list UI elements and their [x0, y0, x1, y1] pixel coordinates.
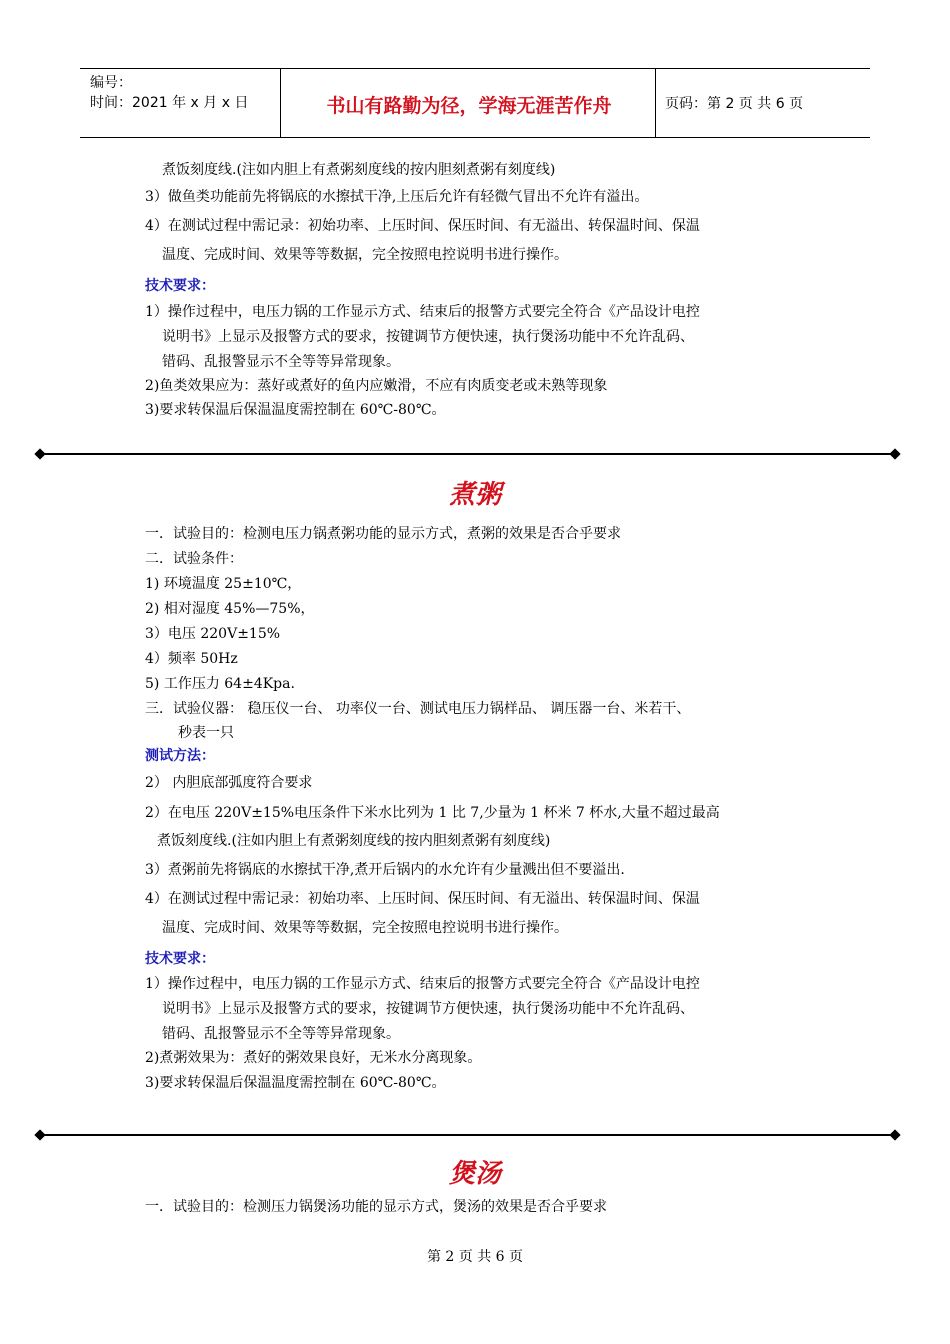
- number-label: 编号：: [90, 75, 132, 91]
- porridge-method-4b: 温度、完成时间、效果等等数据，完全按照电控说明书进行操作。: [162, 920, 568, 936]
- date-label: 时间：2021 年 x 月 x 日: [90, 95, 249, 111]
- porridge-tech-1c: 错码、乱报警显示不全等等异常现象。: [162, 1026, 400, 1042]
- porridge-cond-4: 4）频率 50Hz: [145, 651, 238, 667]
- porridge-method-1: 2） 内胆底部弧度符合要求: [145, 775, 313, 791]
- header-motto: 书山有路勤为径，学海无涯苦作舟: [326, 95, 612, 117]
- porridge-method-2a: 2）在电压 220V±15%电压条件下米水比列为 1 比 7,少量为 1 杯米 7 杯水,大量不超过最高: [145, 805, 720, 821]
- porridge-instruments-b: 秒表一只: [178, 725, 234, 741]
- porridge-cond-2: 2) 相对湿度 45%—75%，: [145, 601, 315, 617]
- porridge-method-heading: 测试方法：: [145, 748, 215, 764]
- porridge-cond-heading: 二．试验条件：: [145, 551, 243, 567]
- fish-step-3: 3）做鱼类功能前先将锅底的水擦拭干净,上压后允许有轻微气冒出不允许有溢出。: [145, 189, 649, 205]
- porridge-method-4a: 4）在测试过程中需记录：初始功率、上压时间、保压时间、有无溢出、转保温时间、保温: [145, 891, 700, 907]
- section-title-soup: 煲汤: [448, 1159, 501, 1189]
- porridge-cond-3: 3）电压 220V±15%: [145, 626, 281, 642]
- fish-tech-1a: 1）操作过程中，电压力锅的工作显示方式、结束后的报警方式要完全符合《产品设计电控: [145, 304, 700, 320]
- header-divider: [280, 69, 281, 137]
- page-footer: 第 2 页 共 6 页: [426, 1249, 524, 1265]
- porridge-purpose: 一．试验目的：检测电压力锅煮粥功能的显示方式，煮粥的效果是否合乎要求: [145, 526, 621, 542]
- fish-line-top: 煮饭刻度线.(注如内胆上有煮粥刻度线的按内胆刻煮粥有刻度线): [162, 162, 556, 178]
- header-divider: [655, 69, 656, 137]
- header-meta: [90, 73, 248, 113]
- section-divider: [40, 453, 895, 455]
- porridge-tech-3: 3)要求转保温后保温温度需控制在 60℃-80℃。: [145, 1075, 446, 1091]
- porridge-method-2b: 煮饭刻度线.(注如内胆上有煮粥刻度线的按内胆刻煮粥有刻度线): [157, 833, 551, 849]
- fish-tech-1c: 错码、乱报警显示不全等等异常现象。: [162, 354, 400, 370]
- soup-purpose: 一．试验目的：检测压力锅煲汤功能的显示方式，煲汤的效果是否合乎要求: [145, 1199, 607, 1215]
- fish-step-4b: 温度、完成时间、效果等等数据，完全按照电控说明书进行操作。: [162, 247, 568, 263]
- porridge-cond-5: 5) 工作压力 64±4Kpa.: [145, 676, 295, 692]
- section-divider: [40, 1134, 895, 1136]
- porridge-tech-2: 2)煮粥效果为：煮好的粥效果良好，无米水分离现象。: [145, 1050, 482, 1066]
- fish-step-4a: 4）在测试过程中需记录：初始功率、上压时间、保压时间、有无溢出、转保温时间、保温: [145, 218, 700, 234]
- porridge-method-3: 3）煮粥前先将锅底的水擦拭干净,煮开后锅内的水允许有少量溅出但不要溢出.: [145, 862, 625, 878]
- porridge-cond-1: 1) 环境温度 25±10℃，: [145, 576, 302, 592]
- fish-tech-2: 2)鱼类效果应为：蒸好或煮好的鱼内应嫩滑，不应有肉质变老或未熟等现象: [145, 378, 608, 394]
- fish-tech-1b: 说明书》上显示及报警方式的要求，按键调节方便快速，执行煲汤功能中不允许乱码、: [162, 329, 694, 345]
- section-title-porridge: 煮粥: [448, 480, 501, 510]
- page-header: [80, 68, 870, 138]
- fish-tech-3: 3)要求转保温后保温温度需控制在 60℃-80℃。: [145, 402, 446, 418]
- porridge-instruments-a: 三．试验仪器： 稳压仪一台、 功率仪一台、测试电压力锅样品、 调压器一台、米若干、: [145, 701, 691, 717]
- porridge-tech-heading: 技术要求：: [145, 951, 215, 967]
- porridge-tech-1a: 1）操作过程中，电压力锅的工作显示方式、结束后的报警方式要完全符合《产品设计电控: [145, 976, 700, 992]
- fish-tech-heading: 技术要求：: [145, 278, 215, 294]
- porridge-tech-1b: 说明书》上显示及报警方式的要求，按键调节方便快速，执行煲汤功能中不允许乱码、: [162, 1001, 694, 1017]
- page-number-label: 页码：第 2 页 共 6 页: [665, 96, 804, 112]
